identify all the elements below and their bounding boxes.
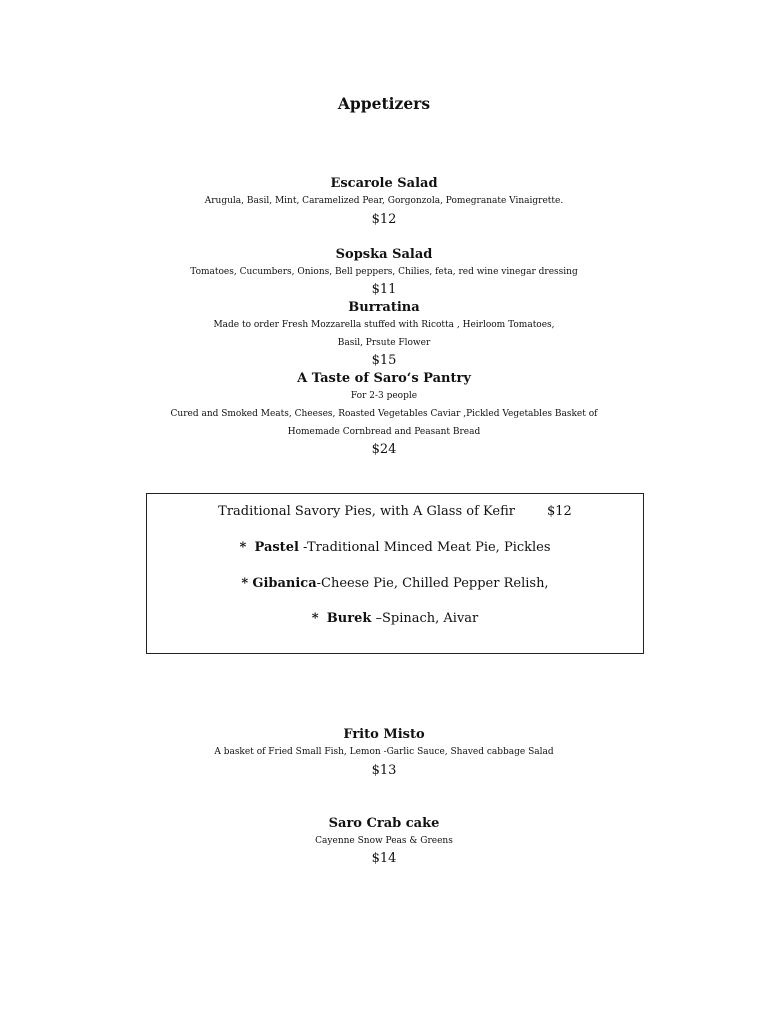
savory-pies-box — [146, 493, 644, 654]
item-price: $24 — [371, 442, 397, 457]
item-description: Made to order Fresh Mozzarella stuffed with Ricotta , Heirloom Tomatoes, — [213, 320, 555, 330]
pie-name: Burek — [326, 611, 372, 626]
item-price: $13 — [371, 763, 397, 778]
pie-description: -Cheese Pie, Chilled Pepper Relish, — [316, 576, 549, 591]
pies-heading-row — [147, 503, 643, 521]
item-description: Arugula, Basil, Mint, Caramelized Pear, Gorgonzola, Pomegranate Vinaigrette. — [204, 196, 564, 206]
item-price: $14 — [371, 851, 397, 866]
item-price: $11 — [371, 282, 397, 297]
pie-description: –Spinach, Aivar — [371, 611, 479, 626]
item-name: Escarole Salad — [330, 176, 438, 191]
item-name: Sopska Salad — [335, 247, 433, 262]
bullet: * — [311, 611, 319, 626]
item-name: Saro Crab cake — [328, 816, 440, 831]
bullet: * — [241, 576, 249, 591]
item-description: Homemade Cornbread and Peasant Bread — [287, 427, 481, 437]
item-price: $15 — [371, 353, 397, 368]
item-name: A Taste of Saro‘s Pantry — [297, 371, 471, 386]
item-price: $12 — [371, 212, 397, 227]
item-serving: For 2-3 people — [350, 391, 418, 401]
pie-item-pastel — [147, 539, 643, 557]
item-name: Burratina — [348, 300, 420, 315]
pie-name: Gibanica — [252, 576, 317, 591]
pie-description: -Traditional Minced Meat Pie, Pickles — [298, 540, 551, 555]
pie-name: Pastel — [254, 540, 299, 555]
item-description: Cured and Smoked Meats, Cheeses, Roasted Vegetables Caviar ,Pickled Vegetables Basket of — [170, 409, 598, 419]
pie-item-burek — [147, 610, 643, 628]
page-title: Appetizers — [337, 94, 431, 113]
item-description: A basket of Fried Small Fish, Lemon -Garlic Sauce, Shaved cabbage Salad — [214, 747, 554, 757]
pies-price: $12 — [546, 504, 572, 519]
item-name: Frito Misto — [343, 727, 425, 742]
item-description: Tomatoes, Cucumbers, Onions, Bell peppers, Chilies, feta, red wine vinegar dressing — [190, 267, 578, 277]
pie-item-gibanica — [147, 575, 643, 593]
item-description: Basil, Prsute Flower — [337, 338, 431, 348]
pies-heading: Traditional Savory Pies, with A Glass of Kefir — [218, 504, 515, 519]
bullet: * — [239, 540, 247, 555]
item-description: Cayenne Snow Peas & Greens — [315, 836, 453, 846]
